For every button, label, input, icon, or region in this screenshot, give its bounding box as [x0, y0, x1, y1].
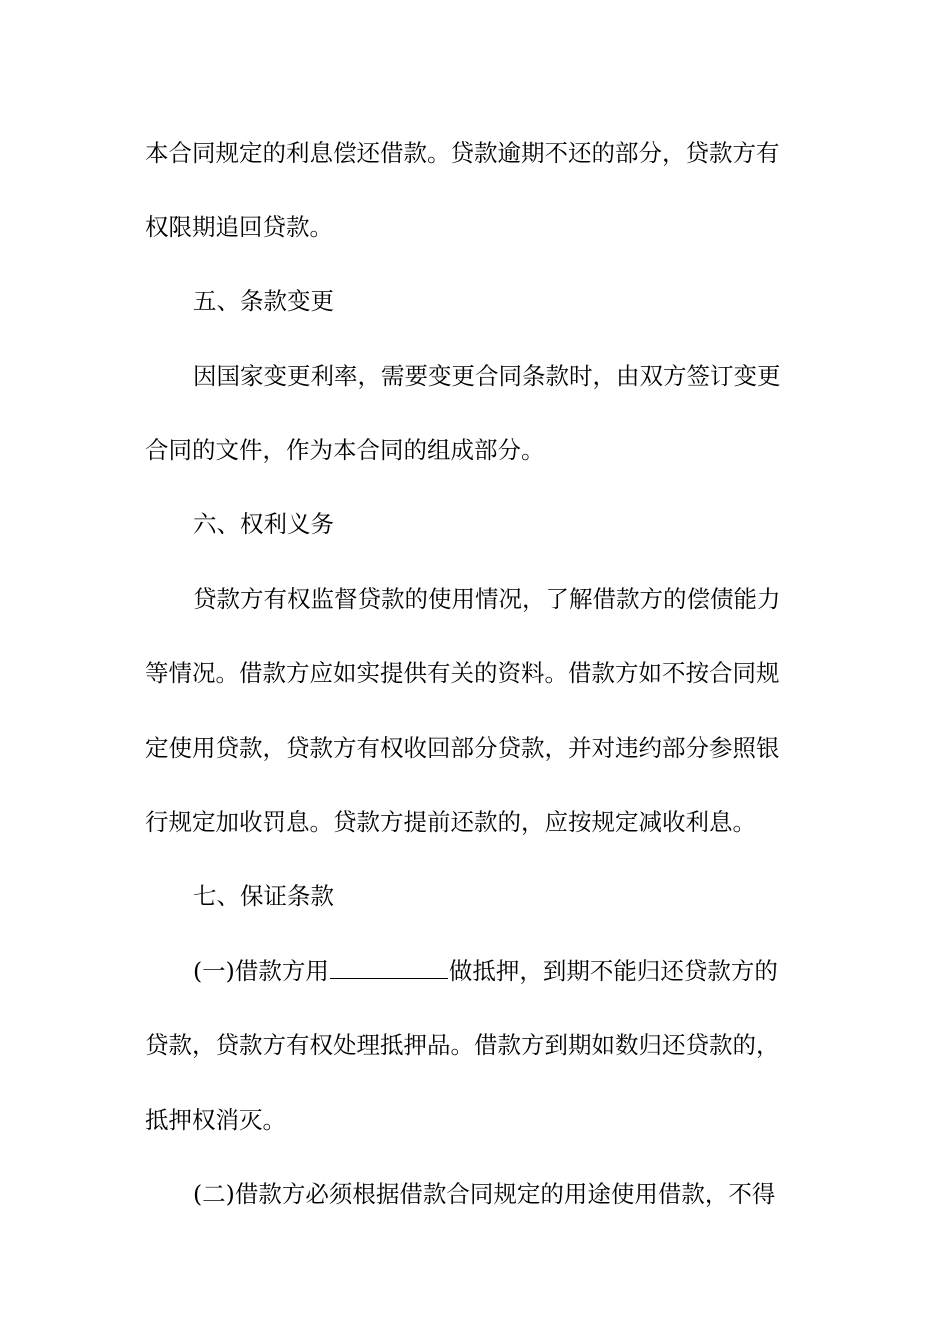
paragraph-line: (二)借款方必须根据借款合同规定的用途使用借款，不得 [193, 1180, 776, 1208]
paragraph-line: 抵押权消灭。 [145, 1106, 286, 1134]
paragraph-line: 合同的文件，作为本合同的组成部分。 [145, 436, 545, 464]
paragraph-line: 贷款方有权监督贷款的使用情况，了解借款方的偿债能力 [193, 585, 781, 613]
fill-in-blank [330, 952, 448, 979]
paragraph-line: 因国家变更利率，需要变更合同条款时，由双方签订变更 [193, 362, 781, 390]
paragraph-line: 本合同规定的利息偿还借款。贷款逾期不还的部分，贷款方有 [145, 139, 780, 167]
section-heading: 五、条款变更 [193, 287, 334, 315]
paragraph-line: 贷款，贷款方有权处理抵押品。借款方到期如数归还贷款的， [145, 1031, 780, 1059]
section-heading: 七、保证条款 [193, 882, 334, 910]
paragraph-line: 等情况。借款方应如实提供有关的资料。借款方如不按合同规 [145, 659, 780, 687]
line-text-after-blank: 做抵押，到期不能归还贷款方的 [448, 957, 778, 985]
paragraph-line-with-blank [193, 951, 858, 991]
paragraph-line: 权限期追回贷款。 [145, 213, 333, 241]
line-text-before-blank: (一)借款方用 [193, 957, 329, 985]
paragraph-line: 行规定加收罚息。贷款方提前还款的，应按规定减收利息。 [145, 808, 756, 836]
paragraph-line: 定使用贷款，贷款方有权收回部分贷款，并对违约部分参照银 [145, 734, 780, 762]
section-heading: 六、权利义务 [193, 510, 334, 538]
